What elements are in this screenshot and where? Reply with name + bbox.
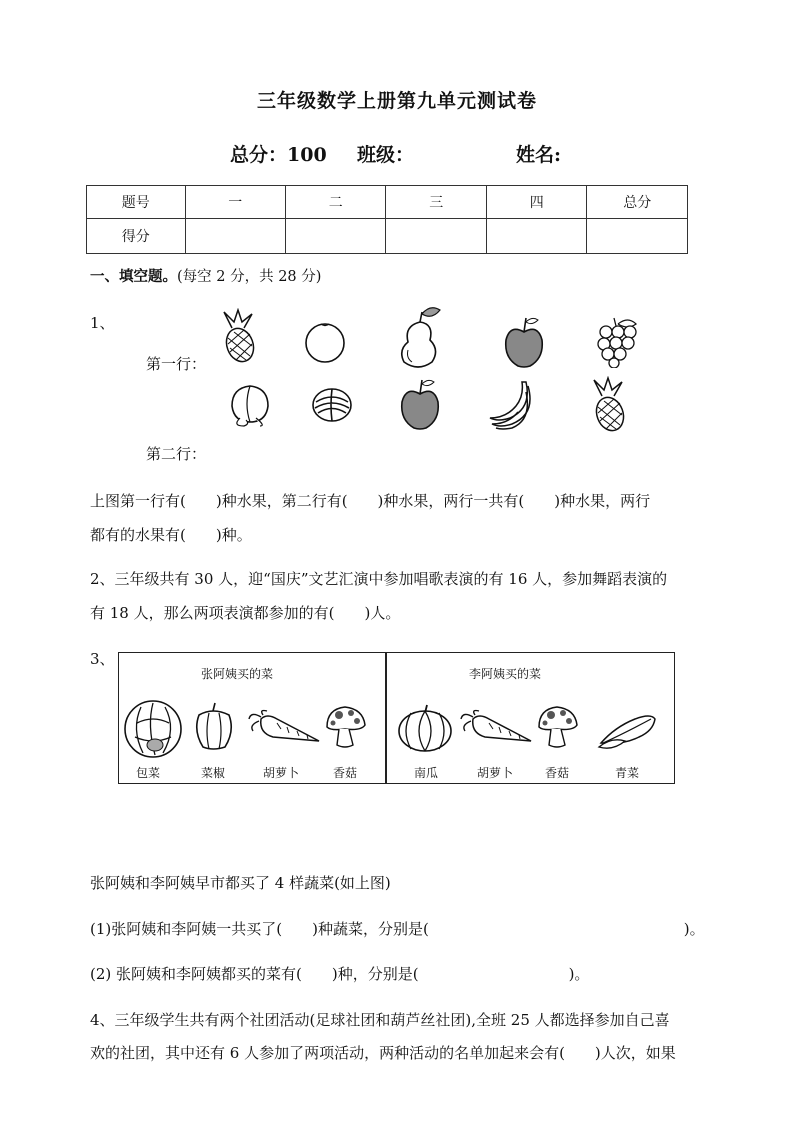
q1-text-a: 上图第一行有( )种水果，第二行有( )种水果，两行一共有( )种水果，两行 [90, 492, 651, 510]
total-score: 总分：100 [230, 144, 327, 166]
table-cell: 二 [285, 186, 385, 219]
apple-icon [396, 376, 444, 432]
bell-pepper-icon [191, 701, 237, 751]
veg-label: 香菇 [544, 766, 569, 780]
q2-line1: 2、三年级共有 30 人，迎“国庆”文艺汇演中参加唱歌表演的有 16 人，参加舞蹈表演的 [90, 570, 668, 588]
q4-line2: 欢的社团，其中还有 6 人参加了两项活动，两种活动的名单加起来会有( )人次，如果 [90, 1044, 676, 1062]
veg-label: 香菇 [332, 766, 357, 780]
q3-sub2: (2) 张阿姨和李阿姨都买的菜有( )种，分别是( )。 [90, 965, 590, 983]
table-cell: 四 [486, 186, 586, 219]
score-table-score-row [87, 219, 688, 254]
veg-label: 青菜 [614, 766, 639, 780]
pineapple-icon [214, 308, 264, 364]
table-cell: 得分 [87, 219, 186, 254]
name-label: 姓名: [516, 144, 562, 166]
right-figure-title: 李阿姨买的菜 [469, 667, 542, 681]
table-cell: 题号 [87, 186, 186, 219]
veg-label: 胡萝卜 [262, 766, 299, 780]
banana-icon [486, 378, 536, 430]
table-cell: 一 [185, 186, 285, 219]
grapes-icon [594, 316, 642, 368]
apple-icon [500, 314, 548, 370]
page-title: 三年级数学上册第九单元测试卷 [256, 90, 537, 112]
mushroom-icon [533, 703, 581, 751]
q2-line2: 有 18 人，那么两项表演都参加的有( )人。 [90, 604, 401, 622]
section-heading [90, 265, 321, 286]
q3-sub1: (1)张阿姨和李阿姨一共买了( )种蔬菜，分别是( )。 [90, 920, 705, 938]
class-label: 班级： [357, 144, 415, 166]
q4-line1: 4、三年级学生共有两个社团活动(足球社团和葫芦丝社团),全班 25 人都选择参加自己喜 [90, 1011, 670, 1029]
pineapple-icon [584, 376, 634, 434]
left-figure-title: 张阿姨买的菜 [201, 667, 274, 681]
score-table-header-row [87, 186, 688, 219]
pear-icon [394, 304, 444, 370]
score-input-cell[interactable] [386, 219, 486, 254]
score-input-cell[interactable] [486, 219, 586, 254]
score-input-cell[interactable] [285, 219, 385, 254]
score-input-cell[interactable] [587, 219, 688, 254]
watermelon-icon [310, 386, 354, 424]
cabbage-icon [121, 699, 185, 759]
peach-icon [226, 378, 276, 428]
row2-label: 第二行： [146, 445, 207, 463]
q3-number: 3、 [90, 650, 115, 668]
figure-divider [385, 653, 387, 783]
veg-label: 菜椒 [200, 766, 225, 780]
mushroom-icon [321, 703, 369, 751]
table-cell: 总分 [587, 186, 688, 219]
veg-label: 胡萝卜 [476, 766, 513, 780]
score-input-cell[interactable] [185, 219, 285, 254]
orange-icon [302, 318, 348, 364]
row1-label: 第一行： [146, 355, 207, 373]
carrot-icon [247, 709, 321, 749]
section-note: (每空 2 分，共 28 分) [177, 269, 322, 285]
pumpkin-icon [395, 703, 455, 753]
section-title: 一、填空题。 [90, 268, 177, 285]
q1-text-b: 都有的水果有( )种。 [90, 526, 252, 544]
q1-number: 1、 [90, 314, 115, 332]
q3-intro: 张阿姨和李阿姨早市都买了 4 样蔬菜(如上图) [90, 874, 391, 892]
score-table [86, 185, 688, 254]
bok-choy-icon [595, 707, 659, 751]
carrot-icon [459, 709, 533, 749]
veg-label: 包菜 [135, 766, 160, 780]
vegetable-figure [118, 652, 675, 784]
veg-label: 南瓜 [413, 766, 438, 780]
table-cell: 三 [386, 186, 486, 219]
